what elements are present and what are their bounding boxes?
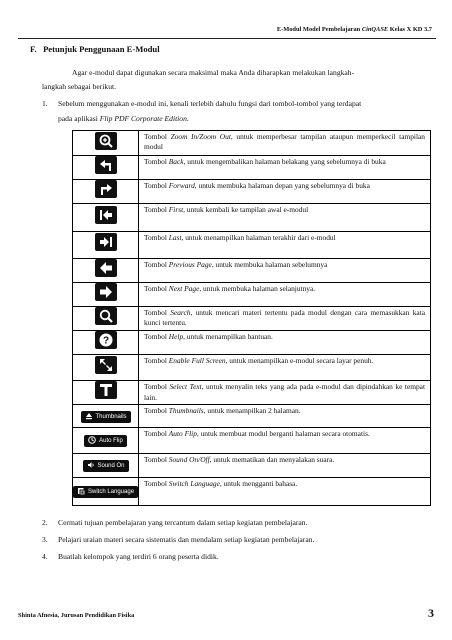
description-text: , untuk menampilkan bantuan.: [183, 332, 273, 342]
button-row: [73, 156, 431, 180]
icon-cell: [73, 306, 139, 330]
running-header: [277, 26, 432, 33]
button-row: [73, 427, 431, 453]
search-icon[interactable]: [95, 307, 117, 325]
description-prefix: Tombol: [144, 332, 169, 342]
button-row: [73, 231, 431, 258]
select-text-icon[interactable]: [95, 381, 117, 399]
button-label: Sound On: [97, 463, 125, 470]
step-1-line-1: Sebelum menggunakan e-modul ini, kenali terlebih dahulu fungsi dari tombol-tombol yang terdapat: [58, 99, 362, 108]
button-name: Select Text: [169, 382, 202, 392]
button-description: [139, 453, 431, 477]
button-label: Auto Flip: [99, 438, 123, 445]
button-description: [139, 231, 431, 258]
header-rule: [18, 38, 436, 39]
svg-text:?: ?: [102, 335, 109, 347]
description-text: , untuk kembali ke tampilan awal e-modul: [183, 205, 309, 215]
icon-cell: [73, 156, 139, 180]
button-description: [139, 381, 431, 405]
button-name: Last: [168, 232, 182, 242]
button-row: [73, 131, 431, 156]
description-text: , untuk mengembalikan halaman belakang yang sebelumnya di buka: [183, 157, 386, 167]
step-2-number: 2.: [42, 518, 48, 527]
icon-cell: [73, 405, 139, 427]
step-4-text: Buatlah kelompok yang terdiri 6 orang peserta didik.: [58, 552, 219, 561]
description-text: , untuk menampilkan e-modul secara layar penuh.: [225, 356, 374, 366]
button-description: [139, 405, 431, 427]
button-row: [73, 405, 431, 427]
button-description: [139, 427, 431, 453]
icon-cell: [73, 355, 139, 381]
description-prefix: Tombol: [144, 307, 171, 317]
button-description: [139, 258, 431, 282]
step-3-text: Pelajari uraian materi secara sistematis dan mendalam setiap kegiatan pembelajaran.: [58, 535, 315, 544]
button-name: Forward: [168, 181, 195, 191]
page-number: 3: [428, 606, 434, 620]
zoom-in-icon[interactable]: [95, 132, 117, 150]
switch-language-button[interactable]: [73, 486, 138, 498]
description-text: , untuk memperbesar tampilan ataupun memperkecil tampilan modul: [144, 132, 426, 152]
button-description: [139, 355, 431, 381]
description-text: , untuk mengganti bahasa.: [219, 478, 298, 488]
auto-flip-icon: [88, 436, 96, 446]
last-page-icon[interactable]: [95, 233, 117, 251]
header-prefix: E-Modul Model Pembelajaran: [276, 26, 362, 33]
intro-line-2: langkah sebagai berikut.: [42, 82, 117, 91]
step-2-text: Cermati tujuan pembelajaran yang tercantum dalam setiap kegiatan pembelajaran.: [58, 518, 308, 527]
icon-cell: [73, 231, 139, 258]
sound-icon: [87, 461, 95, 471]
description-text: , untuk mematikan dan menyalakan suara.: [209, 454, 335, 464]
sound-button[interactable]: [83, 460, 129, 472]
description-prefix: Tombol: [144, 181, 169, 191]
button-row: [73, 180, 431, 204]
button-row: [73, 381, 431, 405]
app-name: Flip PDF Corporate Edition: [99, 114, 187, 123]
step-3-number: 3.: [42, 535, 48, 544]
description-text: , untuk membuka halaman sebelumnya: [211, 259, 328, 269]
button-name: Zoom In/Zoom Out: [170, 132, 231, 141]
description-text: , untuk membuka halaman depan yang sebelumnya di buka: [194, 181, 370, 191]
footer-author: Shinta Afnesia, Jurusan Pendidikan Fisika: [18, 612, 135, 619]
description-prefix: Tombol: [144, 382, 170, 392]
description-prefix: Tombol: [144, 478, 169, 488]
button-row: [73, 453, 431, 477]
first-page-icon[interactable]: [95, 206, 117, 224]
button-row: [73, 331, 431, 355]
description-prefix: Tombol: [144, 132, 171, 141]
description-prefix: Tombol: [144, 205, 169, 215]
button-description: [139, 477, 431, 505]
button-name: Sound On/Off: [168, 454, 210, 464]
button-row: [73, 306, 431, 330]
step-1-line-2-suffix: .: [186, 114, 189, 123]
button-table: [72, 130, 431, 506]
description-text: , untuk membuka halaman selanjutnya.: [199, 283, 316, 293]
header-suffix: Kelas X KD 3.7: [388, 26, 432, 33]
button-row: [73, 477, 431, 505]
section-number: F.: [30, 44, 37, 54]
section-title: [30, 44, 160, 54]
icon-cell: [73, 180, 139, 204]
button-name: Next Page: [168, 283, 200, 293]
next-page-icon[interactable]: [95, 283, 117, 301]
button-description: [139, 331, 431, 355]
button-label: Switch Language: [88, 489, 135, 496]
help-icon[interactable]: [95, 331, 117, 349]
icon-cell: [73, 258, 139, 282]
auto-flip-button[interactable]: [84, 435, 127, 447]
button-description: [139, 180, 431, 204]
header-model: CinQASE: [361, 26, 389, 33]
description-prefix: Tombol: [144, 428, 169, 438]
description-prefix: Tombol: [144, 259, 169, 269]
button-name: Help: [168, 332, 184, 342]
button-description: [139, 282, 431, 306]
icon-cell: [73, 131, 139, 156]
description-prefix: Tombol: [144, 356, 169, 366]
description-prefix: Tombol: [144, 454, 169, 464]
icon-cell: [73, 331, 139, 355]
thumbnails-button[interactable]: [81, 411, 131, 423]
icon-cell: [73, 282, 139, 306]
button-description: [139, 306, 431, 330]
fullscreen-icon[interactable]: [95, 356, 117, 374]
description-prefix: Tombol: [144, 406, 169, 416]
description-prefix: Tombol: [144, 283, 169, 293]
button-name: Auto Flip: [168, 428, 197, 438]
step-1-line-2-prefix: pada aplikasi: [58, 114, 100, 123]
button-label: Thumbnails: [95, 413, 127, 420]
step-1-number: 1.: [42, 99, 48, 108]
button-name: Back: [168, 157, 184, 167]
icon-cell: [73, 477, 139, 505]
button-name: Enable Full Screen: [168, 356, 226, 366]
button-name: Search: [170, 307, 191, 317]
forward-icon[interactable]: [95, 180, 117, 198]
description-text: , untuk mencari materi tertentu pada modul dengan cara memasukkan kata kunci tertentu.: [144, 307, 425, 328]
description-text: , untuk menampilkan 2 halaman.: [203, 406, 301, 416]
icon-cell: [73, 381, 139, 405]
icon-cell: [73, 204, 139, 231]
description-text: , untuk menampilkan halaman terakhir dari e-modul: [181, 232, 336, 242]
intro-line-1: Agar e-modul dapat digunakan secara maksimal maka Anda diharapkan melakukan langkah-: [72, 68, 355, 77]
back-icon[interactable]: [95, 156, 117, 174]
section-title-text: Petunjuk Penggunaan E-Modul: [43, 44, 160, 54]
thumbnails-icon: [85, 412, 93, 422]
button-name: Switch Language: [168, 478, 220, 488]
button-row: [73, 355, 431, 381]
description-prefix: Tombol: [144, 232, 169, 242]
button-description: [139, 131, 431, 156]
description-text: , untuk menyalin teks yang ada pada e-modul dan dipindahkan ke tempat lain.: [144, 382, 426, 402]
button-description: [139, 204, 431, 231]
previous-page-icon[interactable]: [95, 259, 117, 277]
button-row: [73, 258, 431, 282]
button-name: Thumbnails: [168, 406, 204, 416]
button-description: [139, 156, 431, 180]
button-name: Previous Page: [168, 259, 212, 269]
icon-cell: [73, 453, 139, 477]
description-text: , untuk membuat modul berganti halaman secara otomatis.: [196, 428, 370, 438]
step-4-number: 4.: [42, 552, 48, 561]
button-name: First: [168, 205, 184, 215]
description-prefix: Tombol: [144, 157, 169, 167]
button-row: [73, 204, 431, 231]
step-1-line-2: [58, 112, 189, 125]
switch-language-icon: [77, 487, 85, 497]
button-row: [73, 282, 431, 306]
icon-cell: [73, 427, 139, 453]
